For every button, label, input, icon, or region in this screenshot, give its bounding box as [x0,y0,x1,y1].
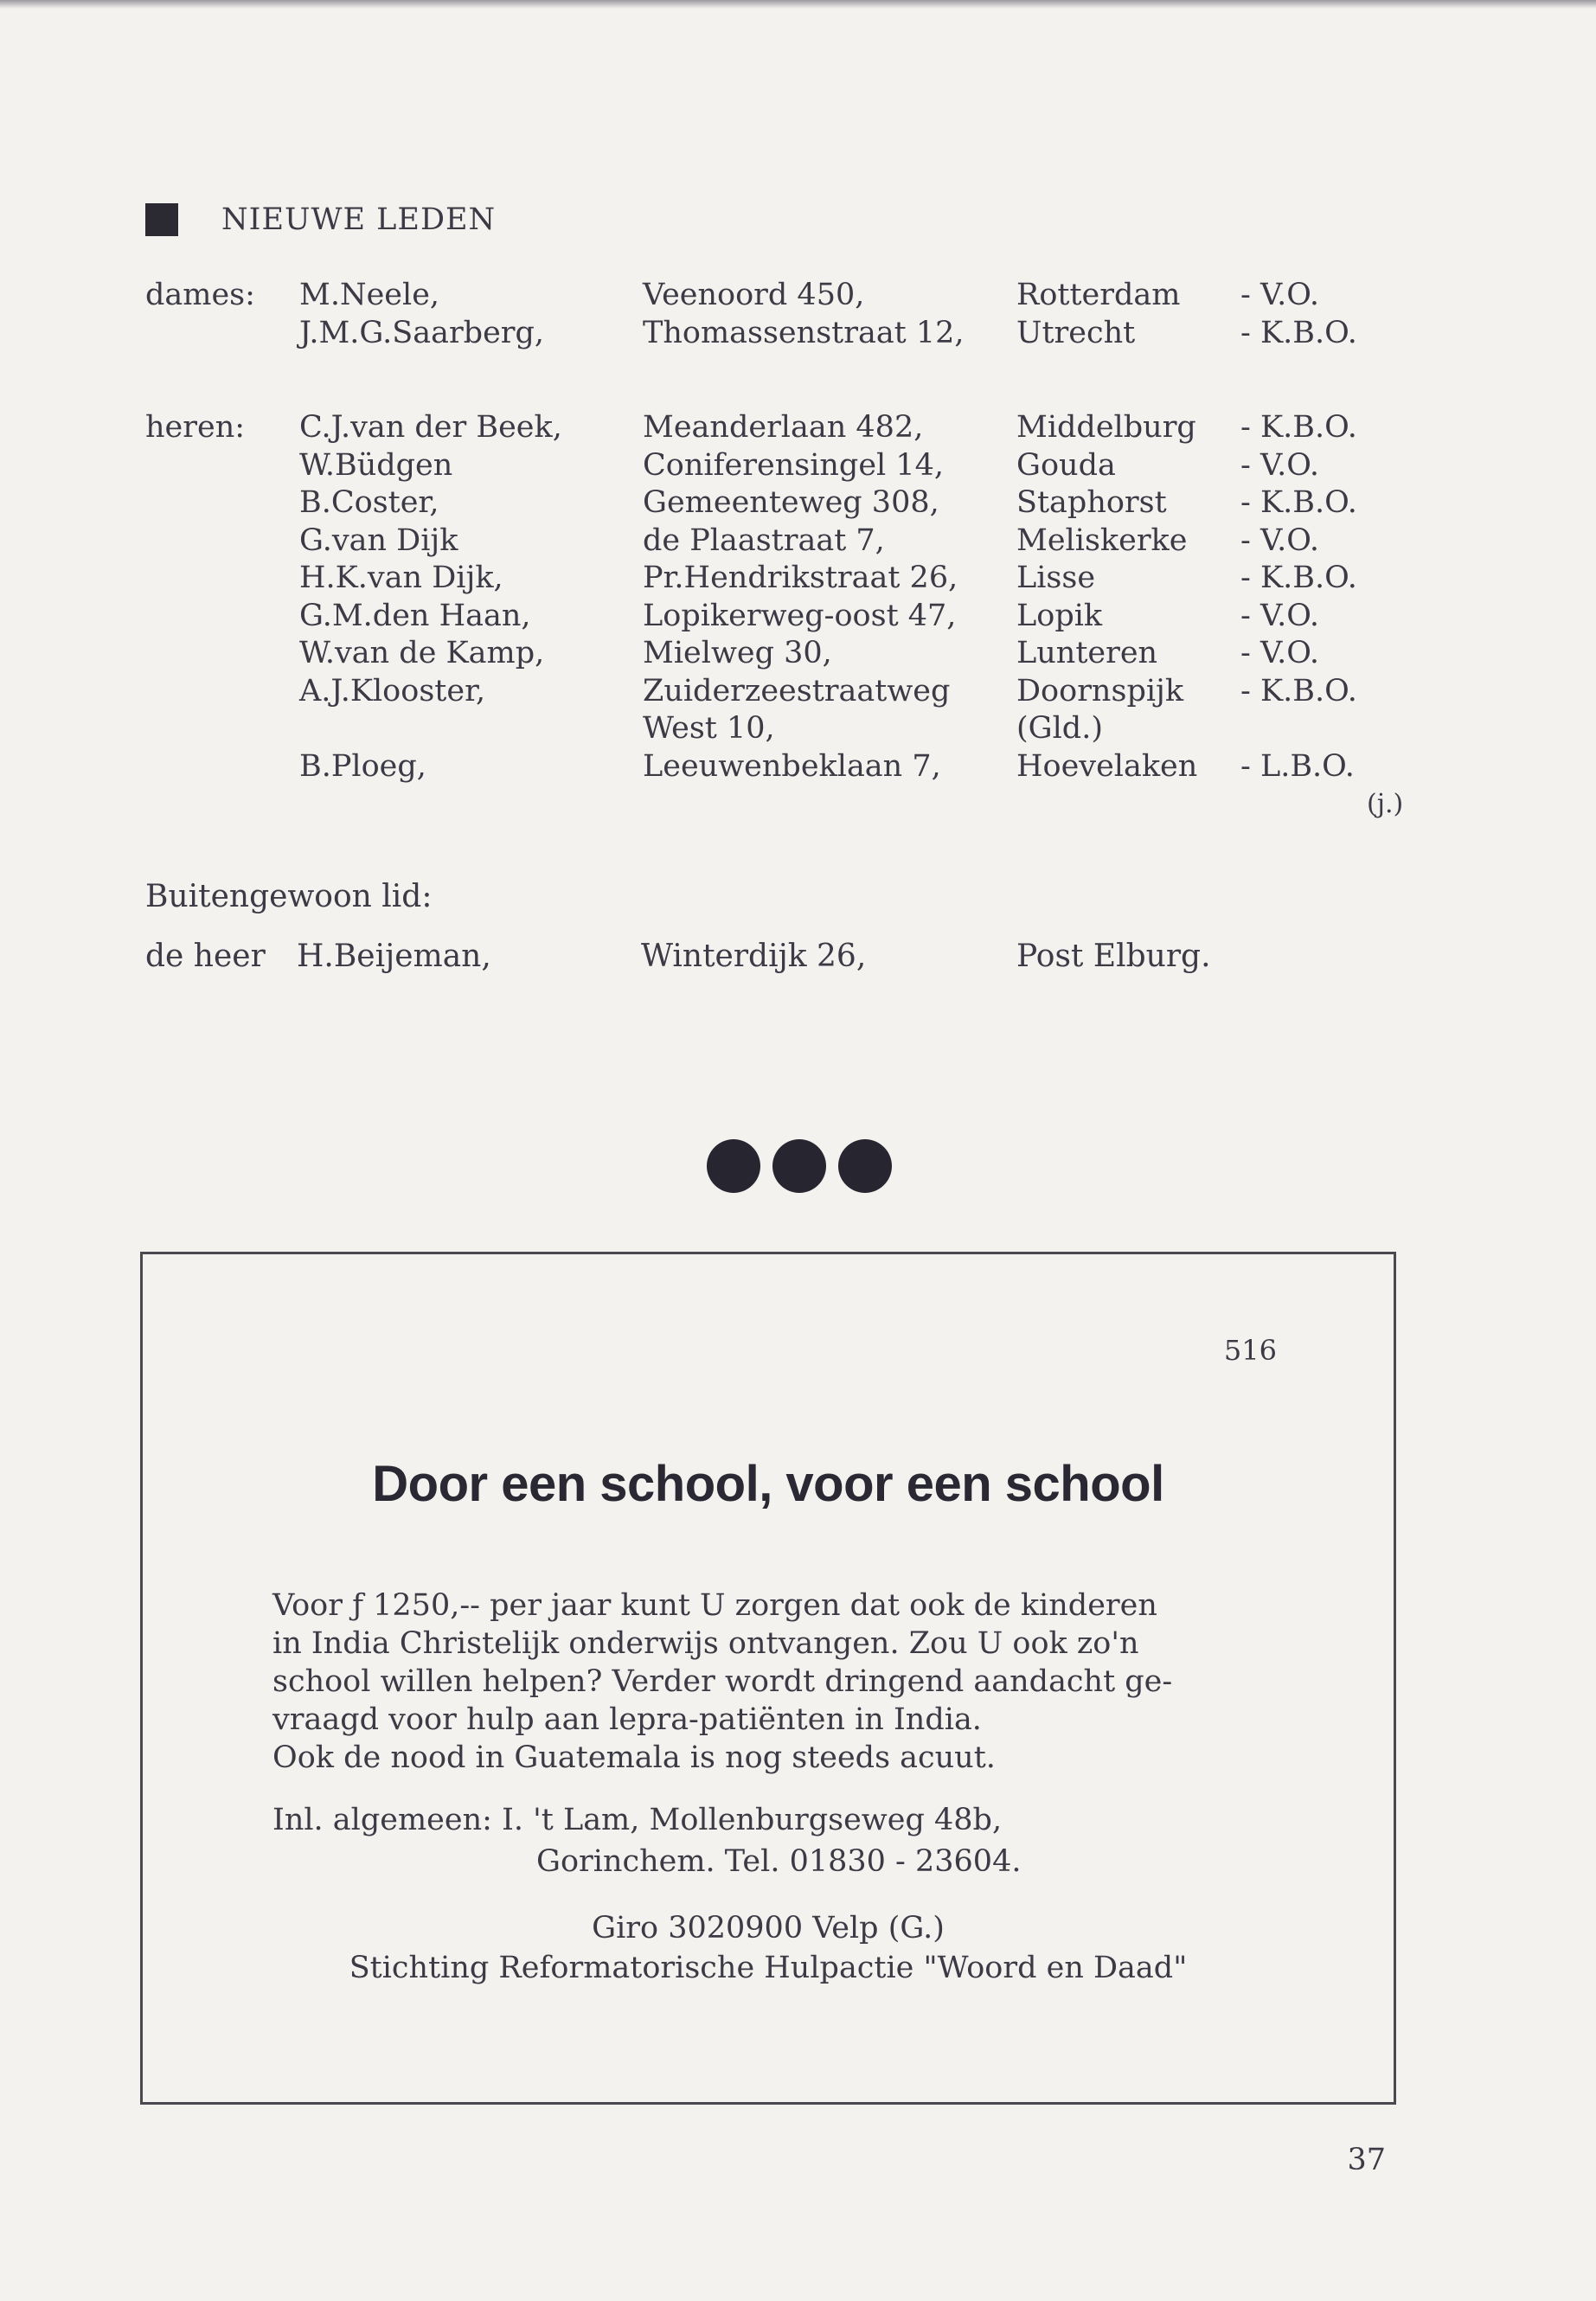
member-city: Hoevelaken [1016,748,1198,784]
member-city: Staphorst [1016,485,1167,520]
member-org: - V.O. [1240,636,1320,670]
member-city: Lopik [1016,598,1103,633]
member-city: Meliskerke [1016,522,1188,558]
member-name: W.van de Kamp, [299,636,545,670]
member-org: - K.B.O. [1240,673,1357,708]
ad-contact [272,1799,1021,1882]
member-name: C.J.van der Beek, [299,410,562,445]
member-address: Mielweg 30, [643,636,832,670]
advertisement-box [140,1252,1396,2105]
category-label: dames: [145,278,255,312]
section-heading [145,202,496,237]
member-row-continuation [145,710,1426,748]
ad-contact-line: Inl. algemeen: I. 't Lam, Mollenburgseweg 48b, [272,1803,1003,1837]
ad-contact-line: Gorinchem. Tel. 01830 - 23604. [536,1844,1022,1879]
page-number: 37 [1347,2143,1386,2177]
member-row [145,277,1426,315]
member-address: Coniferensingel 14, [643,447,945,483]
extraordinary-member-heading: Buitengewoon lid: [145,879,433,914]
member-org: - V.O. [1240,447,1320,483]
member-row [145,560,1426,598]
member-name: A.J.Klooster, [299,673,486,708]
member-row [145,748,1426,786]
member-name: H.Beijeman, [297,939,491,974]
category-label: heren: [145,410,246,445]
member-row [145,598,1426,636]
section-separator [707,1139,892,1193]
member-address: Gemeenteweg 308, [643,485,939,520]
member-address: Leeuwenbeklaan 7, [643,748,941,784]
member-prefix: de heer [145,939,266,974]
ad-code: 516 [1223,1334,1277,1367]
member-row [145,409,1426,447]
ad-body-line: school willen helpen? Verder wordt dringend aandacht ge- [272,1664,1173,1699]
members-list [145,277,1426,824]
member-org: - L.B.O. [1240,748,1355,784]
ad-body [272,1586,1311,1777]
member-name: G.van Dijk [299,522,458,558]
member-row [145,315,1426,353]
ad-foundation: Stichting Reformatorische Hulpactie "Woord en Daad" [349,1951,1188,1985]
separator-dot-icon [772,1139,826,1193]
member-city: Lunteren [1016,636,1158,670]
member-row [145,673,1426,711]
member-address: Winterdijk 26, [641,939,867,974]
page-edge [0,0,1596,9]
ad-body-line: in India Christelijk onderwijs ontvangen. Zou U ook zo'n [272,1626,1139,1661]
ad-footer [143,1908,1394,1988]
member-row-continuation [145,785,1426,824]
member-note: (j.) [1367,789,1404,819]
member-org: - V.O. [1240,598,1320,633]
ad-giro: Giro 3020900 Velp (G.) [592,1911,945,1945]
member-address: Pr.Hendrikstraat 26, [643,561,958,595]
member-org: - K.B.O. [1240,315,1357,350]
member-address: Veenoord 450, [643,278,865,312]
member-name: G.M.den Haan, [299,598,531,633]
ad-headline: Door een school, voor een school [372,1456,1164,1512]
member-city-line2: (Gld.) [1016,711,1103,746]
separator-dot-icon [707,1139,760,1193]
member-name: W.Büdgen [299,447,453,483]
member-city: Middelburg [1016,410,1196,445]
member-name: H.K.van Dijk, [299,561,503,595]
member-name: J.M.G.Saarberg, [299,315,545,350]
member-address-line2: West 10, [643,711,775,746]
member-address: Thomassenstraat 12, [643,315,965,350]
member-address: de Plaastraat 7, [643,522,885,558]
member-row [145,522,1426,561]
ad-body-line: Ook de nood in Guatemala is nog steeds acuut. [272,1740,996,1775]
member-address: Zuiderzeestraatweg [643,673,951,708]
section-title: NIEUWE LEDEN [221,202,497,237]
member-address: Meanderlaan 482, [643,410,924,445]
member-org: - K.B.O. [1240,410,1357,445]
member-org: - V.O. [1240,278,1320,312]
member-name: M.Neele, [299,278,440,312]
ad-body-line: Voor ƒ 1250,-- per jaar kunt U zorgen dat ook de kinderen [272,1588,1157,1623]
member-name: B.Ploeg, [299,748,426,784]
separator-dot-icon [838,1139,892,1193]
member-row [145,484,1426,522]
member-row [145,447,1426,485]
member-city: Rotterdam [1016,278,1181,312]
member-city: Doornspijk [1016,673,1184,708]
ad-body-line: vraagd voor hulp aan lepra-patiënten in India. [272,1702,982,1737]
member-row [145,635,1426,673]
member-org: - K.B.O. [1240,561,1357,595]
member-org: - V.O. [1240,522,1320,558]
square-bullet-icon [145,203,178,236]
member-city: Post Elburg. [1016,939,1211,974]
member-org: - K.B.O. [1240,485,1357,520]
member-address: Lopikerweg-oost 47, [643,598,957,633]
member-name: B.Coster, [299,485,439,520]
member-city: Lisse [1016,561,1096,595]
extraordinary-member-row [145,938,1426,976]
member-city: Gouda [1016,447,1116,483]
member-city: Utrecht [1016,315,1136,350]
